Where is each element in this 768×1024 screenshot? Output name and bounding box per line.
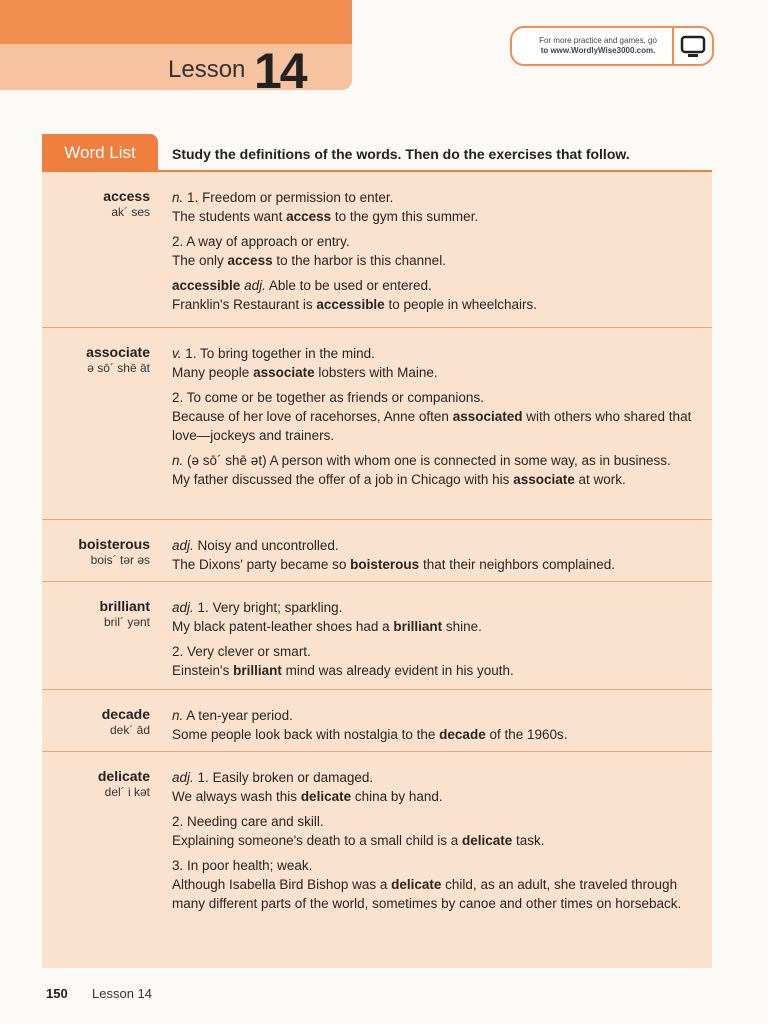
definition: In poor health; weak. <box>187 858 313 873</box>
entry-access <box>42 172 712 328</box>
definition: A person with whom one is connected in some way, as in business. <box>269 453 671 468</box>
sense <box>172 706 702 744</box>
sense <box>172 536 702 574</box>
part-of-speech: adj. <box>172 538 194 553</box>
example: The students want access to the gym this summer. <box>172 209 479 224</box>
sense <box>172 188 702 226</box>
example: Explaining someone's death to a small child is a delicate task. <box>172 833 545 848</box>
sense <box>172 388 702 445</box>
word-list-panel <box>42 172 712 968</box>
definition: To come or be together as friends or companions. <box>186 390 484 405</box>
example: Some people look back with nostalgia to the decade of the 1960s. <box>172 727 568 742</box>
definition: A ten-year period. <box>186 708 293 723</box>
part-of-speech: adj. <box>244 278 266 293</box>
word-column <box>42 598 150 629</box>
word-list-instruction: Study the definitions of the words. Then do the exercises that follow. <box>172 146 630 162</box>
definition: Able to be used or entered. <box>268 278 432 293</box>
example: The Dixons' party became so boisterous that their neighbors complained. <box>172 557 616 572</box>
example: Einstein's brilliant mind was already evident in his youth. <box>172 663 514 678</box>
word-column <box>42 768 150 799</box>
part-of-speech: adj. <box>172 600 194 615</box>
computer-monitor-icon <box>678 34 708 60</box>
pronunciation: bril´ yənt <box>103 615 150 629</box>
part-of-speech: adj. <box>172 770 194 785</box>
definition: To bring together in the mind. <box>200 346 375 361</box>
footer-lesson-label: Lesson 14 <box>92 986 152 1001</box>
entry-associate <box>42 328 712 520</box>
definition: Noisy and uncontrolled. <box>197 538 339 553</box>
word-column <box>42 344 150 375</box>
sense <box>172 812 702 850</box>
headword: delicate <box>97 768 150 784</box>
example: My father discussed the offer of a job in Chicago with his associate at work. <box>172 472 626 487</box>
promo-line-2: to www.WordlyWise3000.com. <box>540 46 656 55</box>
page-number: 150 <box>46 986 68 1001</box>
sense-number: 1. <box>197 600 209 615</box>
definition: Needing care and skill. <box>187 814 324 829</box>
sense-number: 2. <box>172 390 184 405</box>
part-of-speech: v. <box>172 346 182 361</box>
derived-word: accessible <box>172 278 241 293</box>
sense <box>172 768 702 806</box>
header-band <box>0 0 352 44</box>
definitions <box>172 536 702 580</box>
website-promo[interactable] <box>510 26 714 66</box>
pronunciation: ak´ ses <box>111 205 150 219</box>
example: We always wash this delicate china by hand. <box>172 789 443 804</box>
entry-delicate <box>42 752 712 968</box>
sense-number: 2. <box>172 234 184 249</box>
promo-text <box>524 36 672 56</box>
promo-line-1: For more practice and games, go <box>539 36 657 45</box>
headword: access <box>103 188 150 204</box>
lesson-word: Lesson <box>168 56 246 83</box>
definition: Easily broken or damaged. <box>212 770 374 785</box>
entry-brilliant <box>42 582 712 690</box>
part-of-speech: n. <box>172 708 184 723</box>
sense <box>172 642 702 680</box>
example: Although Isabella Bird Bishop was a delicate child, as an adult, she traveled through many different parts of the world, sometimes by canoe and other times on horseback. <box>172 877 682 911</box>
sense <box>172 232 702 270</box>
definition: Very clever or smart. <box>187 644 311 659</box>
alt-pronunciation: (ə sō´ shē ət) <box>187 453 267 468</box>
example: Franklin's Restaurant is accessible to people in wheelchairs. <box>172 297 538 312</box>
headword: brilliant <box>99 598 150 614</box>
pronunciation: ə sō´ shē āt <box>87 361 150 375</box>
definition: Freedom or permission to enter. <box>202 190 394 205</box>
entry-decade <box>42 690 712 752</box>
definitions <box>172 768 702 919</box>
part-of-speech: n. <box>172 190 184 205</box>
pronunciation: del´ i kət <box>104 785 150 799</box>
pronunciation: dek´ ād <box>109 723 150 737</box>
sense <box>172 856 702 913</box>
definition: Very bright; sparkling. <box>212 600 343 615</box>
part-of-speech: n. <box>172 453 184 468</box>
sense-number: 2. <box>172 814 184 829</box>
example: Many people associate lobsters with Maine. <box>172 365 438 380</box>
definitions <box>172 344 702 495</box>
pronunciation: bois´ tər əs <box>90 553 150 567</box>
sense <box>172 451 702 489</box>
entry-boisterous <box>42 520 712 582</box>
example: My black patent-leather shoes had a brilliant shine. <box>172 619 482 634</box>
sense-number: 1. <box>197 770 209 785</box>
lesson-number: 14 <box>254 43 306 99</box>
sense <box>172 344 702 382</box>
definitions <box>172 706 702 750</box>
word-column <box>42 536 150 567</box>
word-column <box>42 706 150 737</box>
sense <box>172 276 702 314</box>
sense-number: 3. <box>172 858 184 873</box>
definitions <box>172 188 702 320</box>
word-column <box>42 188 150 219</box>
headword: boisterous <box>78 536 150 552</box>
sense <box>172 598 702 636</box>
example: The only access to the harbor is this channel. <box>172 253 446 268</box>
headword: associate <box>86 344 150 360</box>
headword: decade <box>101 706 150 722</box>
promo-divider <box>672 28 674 64</box>
sense-number: 2. <box>172 644 184 659</box>
sense-number: 1. <box>185 346 197 361</box>
definition: A way of approach or entry. <box>186 234 350 249</box>
example: Because of her love of racehorses, Anne often associated with others who shared that love—jockeys and trainers. <box>172 409 692 443</box>
sense-number: 1. <box>187 190 199 205</box>
word-list-tab: Word List <box>42 134 158 172</box>
definitions <box>172 598 702 686</box>
